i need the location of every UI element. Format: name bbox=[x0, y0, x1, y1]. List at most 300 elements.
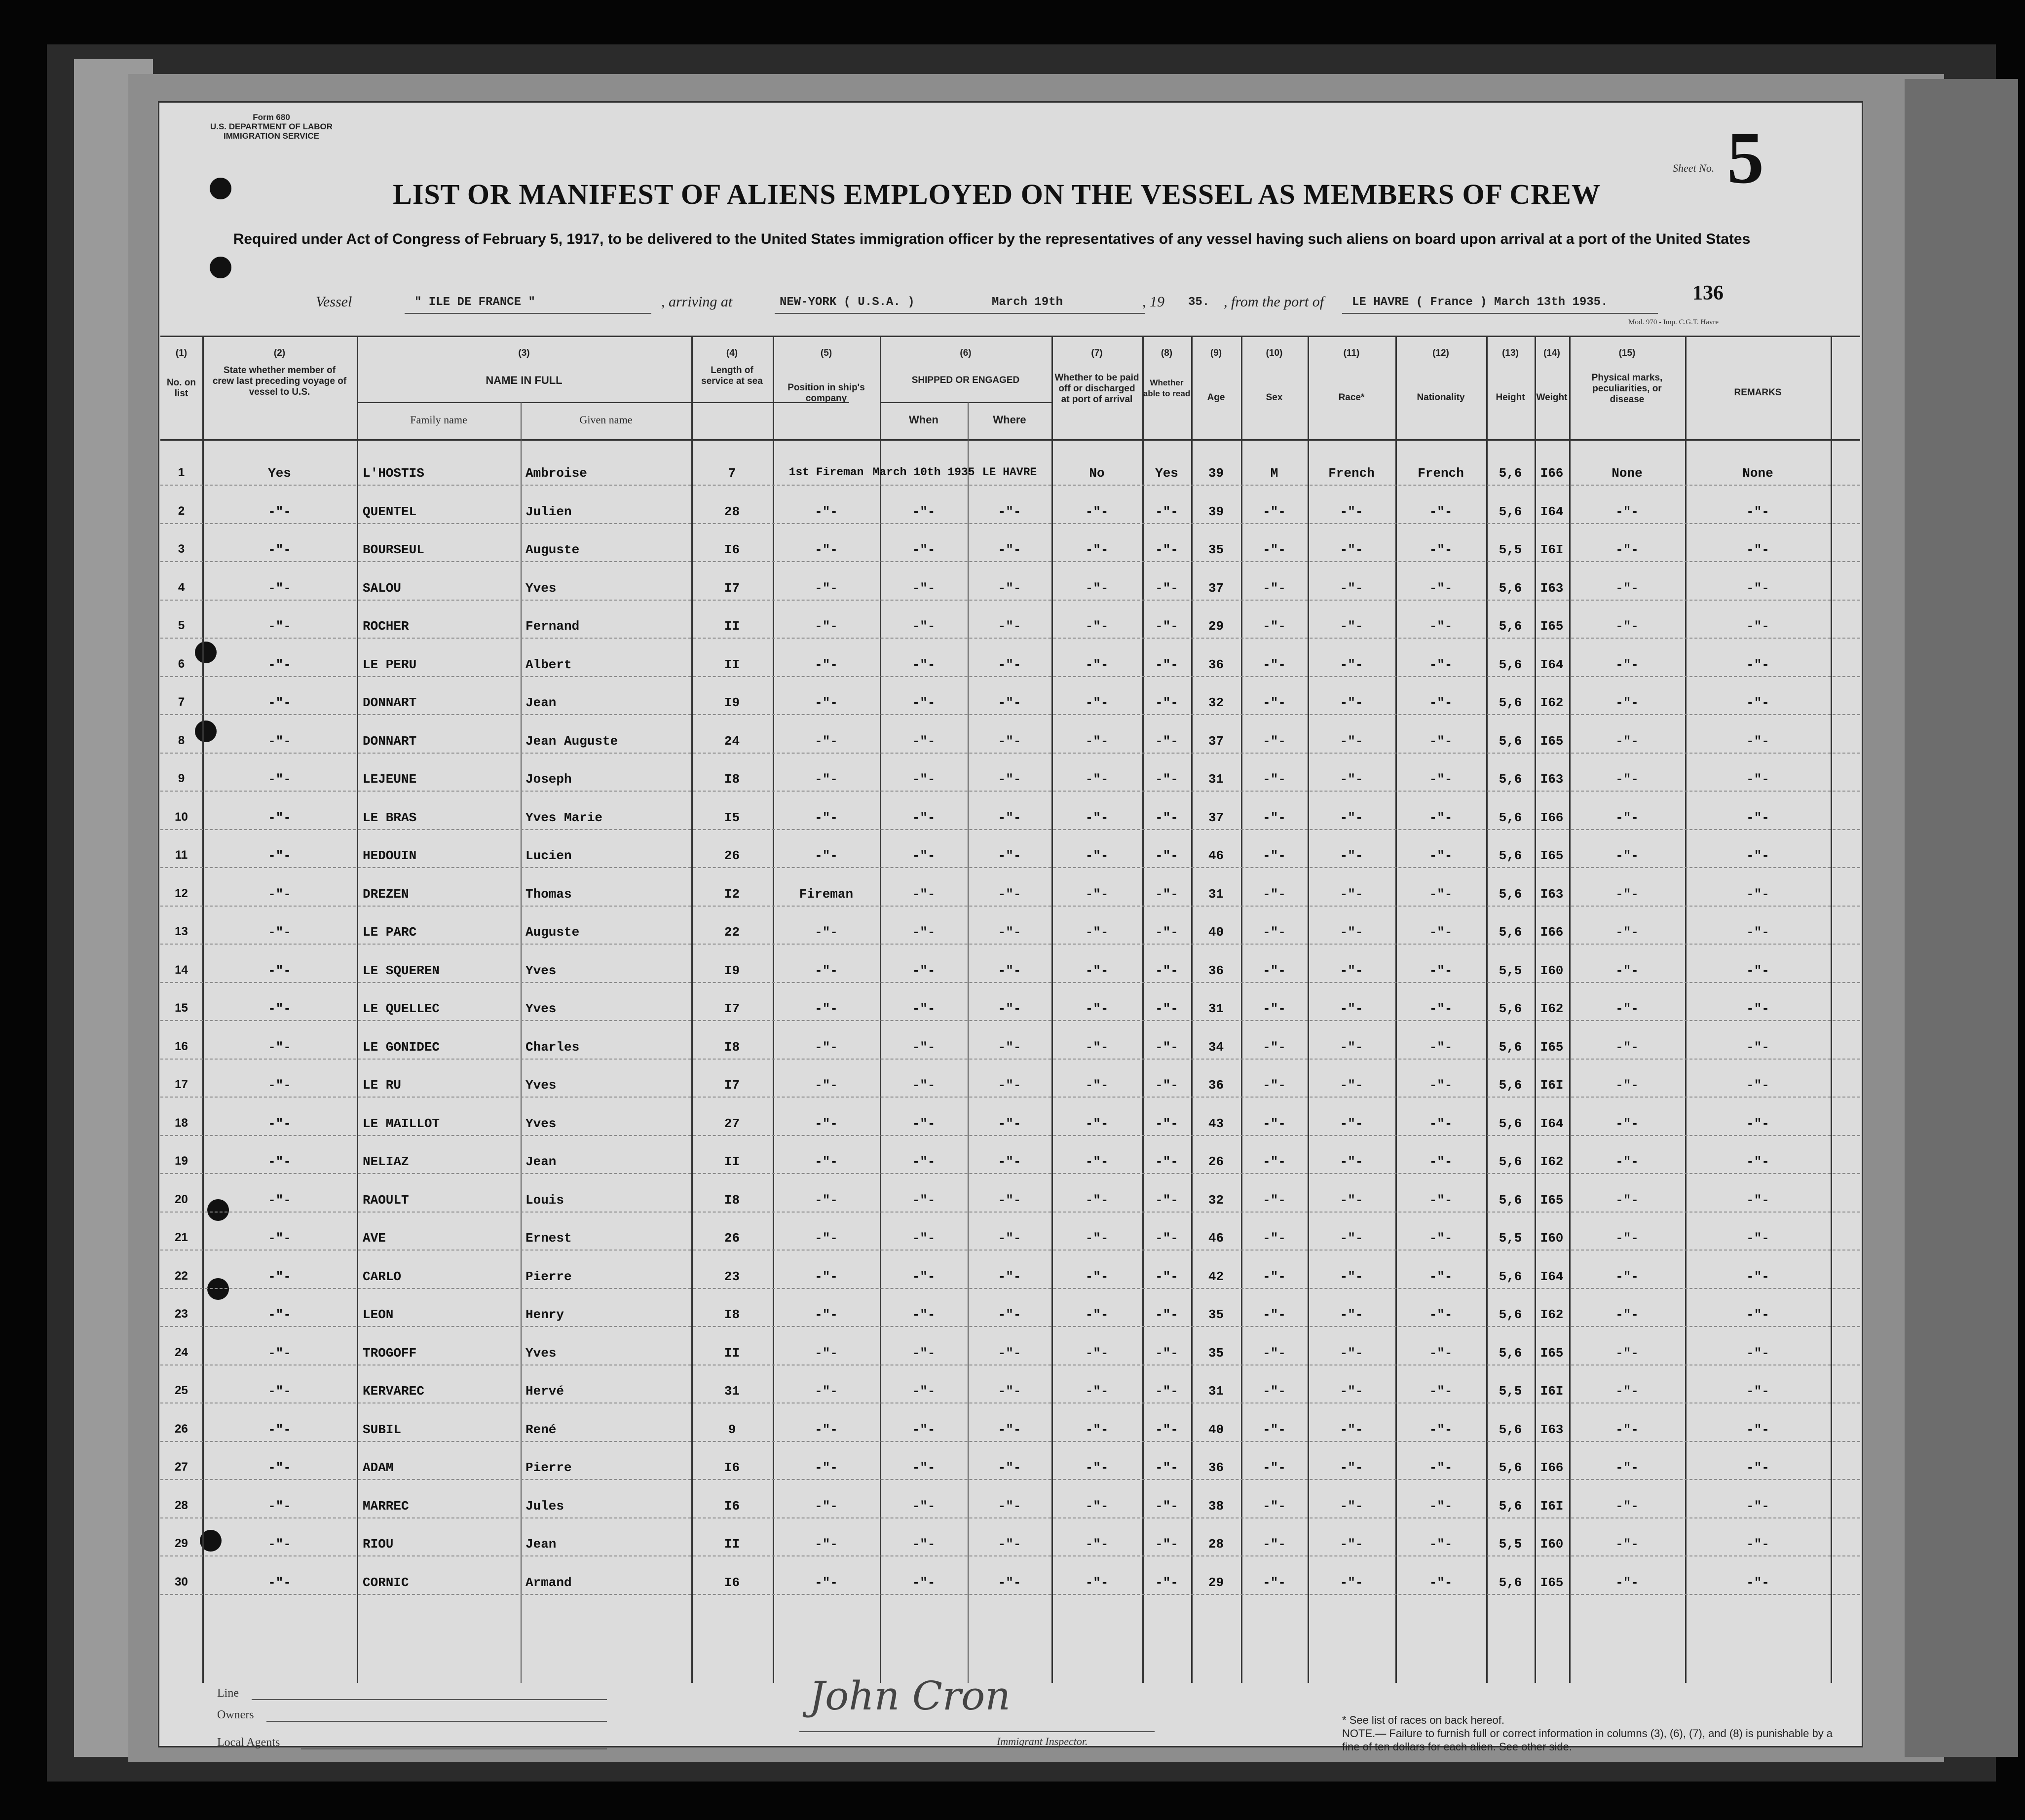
row-22-race: -"- bbox=[1340, 1269, 1363, 1284]
row-13-read: -"- bbox=[1155, 925, 1178, 940]
row-22-paid: -"- bbox=[1085, 1269, 1109, 1284]
row-11-sex: -"- bbox=[1263, 848, 1286, 863]
row-19-race: -"- bbox=[1340, 1154, 1363, 1169]
row-21-sex: -"- bbox=[1263, 1231, 1286, 1246]
row-17-age: 36 bbox=[1208, 1078, 1224, 1093]
row-3-paid: -"- bbox=[1085, 542, 1109, 557]
row-8-where: -"- bbox=[998, 733, 1021, 749]
row-21-prev: -"- bbox=[268, 1231, 291, 1246]
row-4-nat: -"- bbox=[1429, 580, 1453, 596]
row-4-remarks: -"- bbox=[1746, 580, 1769, 596]
row-25-service: 31 bbox=[724, 1384, 740, 1399]
row-5-read: -"- bbox=[1155, 619, 1178, 634]
row-29-height: 5,5 bbox=[1499, 1537, 1522, 1552]
row-10-weight: I66 bbox=[1540, 810, 1564, 825]
row-1-nat: French bbox=[1418, 466, 1464, 481]
row-23-phys: -"- bbox=[1615, 1307, 1639, 1322]
row-14-sex: -"- bbox=[1263, 963, 1286, 978]
row-29-age: 28 bbox=[1208, 1537, 1224, 1552]
row-18-sex: -"- bbox=[1263, 1116, 1286, 1131]
row-20-paid: -"- bbox=[1085, 1192, 1109, 1208]
row-1-weight: I66 bbox=[1540, 466, 1564, 481]
row-16-when: -"- bbox=[912, 1039, 936, 1055]
row-rule bbox=[160, 1097, 1860, 1098]
row-22-height: 5,6 bbox=[1499, 1269, 1522, 1284]
row-11-position: -"- bbox=[815, 848, 838, 863]
header-age: Age bbox=[1207, 392, 1225, 403]
row-21-read: -"- bbox=[1155, 1231, 1178, 1246]
row-28-given: Jules bbox=[525, 1498, 564, 1514]
row-6-weight: I64 bbox=[1540, 657, 1564, 672]
row-11-service: 26 bbox=[724, 848, 740, 863]
row-12-where: -"- bbox=[998, 886, 1021, 902]
row-12-service: I2 bbox=[724, 886, 740, 902]
row-6-when: -"- bbox=[912, 657, 936, 672]
row-23-race: -"- bbox=[1340, 1307, 1363, 1322]
row-7-no: 7 bbox=[178, 695, 185, 709]
row-14-phys: -"- bbox=[1615, 963, 1639, 978]
row-22-position: -"- bbox=[815, 1269, 838, 1284]
row-19-when: -"- bbox=[912, 1154, 936, 1169]
row-22-weight: I64 bbox=[1540, 1269, 1564, 1284]
page-subtitle: Required under Act of Congress of February 5, 1917, to be delivered to the United States immigration officer by the representatives of any vessel having such aliens on board upon arrival at a port of the United States bbox=[233, 231, 1751, 247]
row-8-phys: -"- bbox=[1615, 733, 1639, 749]
row-9-remarks: -"- bbox=[1746, 772, 1769, 787]
row-7-given: Jean bbox=[525, 695, 557, 710]
row-15-weight: I62 bbox=[1540, 1001, 1564, 1016]
row-28-no: 28 bbox=[175, 1498, 188, 1512]
row-20-weight: I65 bbox=[1540, 1192, 1564, 1208]
row-16-no: 16 bbox=[175, 1039, 188, 1053]
row-3-age: 35 bbox=[1208, 542, 1224, 557]
row-rule bbox=[160, 1517, 1860, 1518]
row-27-race: -"- bbox=[1340, 1460, 1363, 1475]
row-14-position: -"- bbox=[815, 963, 838, 978]
row-30-where: -"- bbox=[998, 1575, 1021, 1590]
vessel-line bbox=[316, 294, 1747, 315]
row-7-read: -"- bbox=[1155, 695, 1178, 710]
row-19-phys: -"- bbox=[1615, 1154, 1639, 1169]
row-13-nat: -"- bbox=[1429, 925, 1453, 940]
row-18-when: -"- bbox=[912, 1116, 936, 1131]
row-23-remarks: -"- bbox=[1746, 1307, 1769, 1322]
row-rule bbox=[160, 1250, 1860, 1251]
row-27-nat: -"- bbox=[1429, 1460, 1453, 1475]
row-rule bbox=[160, 638, 1860, 639]
row-12-height: 5,6 bbox=[1499, 886, 1522, 902]
row-8-prev: -"- bbox=[268, 733, 291, 749]
row-28-when: -"- bbox=[912, 1498, 936, 1514]
row-2-where: -"- bbox=[998, 504, 1021, 519]
row-rule bbox=[160, 1059, 1860, 1060]
penalty-note: NOTE.— Failure to furnish full or correct information in columns (3), (6), (7), and (8) is punishable by a fine of ten dollars for each alien. See other side. bbox=[1342, 1727, 1833, 1753]
row-25-prev: -"- bbox=[268, 1384, 291, 1399]
row-6-paid: -"- bbox=[1085, 657, 1109, 672]
row-13-sex: -"- bbox=[1263, 925, 1286, 940]
row-13-service: 22 bbox=[724, 925, 740, 940]
mod-note: Mod. 970 - Imp. C.G.T. Havre bbox=[1628, 318, 1719, 326]
row-10-remarks: -"- bbox=[1746, 810, 1769, 825]
row-11-where: -"- bbox=[998, 848, 1021, 863]
row-26-no: 26 bbox=[175, 1422, 188, 1436]
row-11-nat: -"- bbox=[1429, 848, 1453, 863]
row-18-phys: -"- bbox=[1615, 1116, 1639, 1131]
row-13-no: 13 bbox=[175, 925, 188, 938]
row-15-no: 15 bbox=[175, 1001, 188, 1015]
row-4-race: -"- bbox=[1340, 580, 1363, 596]
row-6-height: 5,6 bbox=[1499, 657, 1522, 672]
row-24-when: -"- bbox=[912, 1345, 936, 1361]
row-22-service: 23 bbox=[724, 1269, 740, 1284]
row-21-height: 5,5 bbox=[1499, 1231, 1522, 1246]
col-num-14: (14) bbox=[1543, 348, 1560, 358]
row-24-weight: I65 bbox=[1540, 1345, 1564, 1361]
row-26-where: -"- bbox=[998, 1422, 1021, 1437]
col-rule bbox=[521, 402, 522, 1683]
row-29-service: II bbox=[724, 1537, 740, 1552]
row-rule bbox=[160, 829, 1860, 830]
row-29-when: -"- bbox=[912, 1537, 936, 1552]
row-3-race: -"- bbox=[1340, 542, 1363, 557]
row-11-given: Lucien bbox=[525, 848, 572, 863]
header-no-on-list: No. on list bbox=[166, 378, 196, 399]
row-30-sex: -"- bbox=[1263, 1575, 1286, 1590]
row-10-service: I5 bbox=[724, 810, 740, 825]
row-29-family: RIOU bbox=[363, 1537, 394, 1552]
row-1-phys: None bbox=[1612, 466, 1643, 481]
row-6-phys: -"- bbox=[1615, 657, 1639, 672]
row-8-no: 8 bbox=[178, 733, 185, 747]
row-5-prev: -"- bbox=[268, 619, 291, 634]
row-8-age: 37 bbox=[1208, 733, 1224, 749]
row-3-no: 3 bbox=[178, 542, 185, 556]
row-26-family: SUBIL bbox=[363, 1422, 402, 1437]
row-9-family: LEJEUNE bbox=[363, 772, 417, 787]
row-9-where: -"- bbox=[998, 772, 1021, 787]
row-21-family: AVE bbox=[363, 1231, 386, 1246]
row-15-height: 5,6 bbox=[1499, 1001, 1522, 1016]
row-29-weight: I60 bbox=[1540, 1537, 1564, 1552]
row-28-phys: -"- bbox=[1615, 1498, 1639, 1514]
row-24-nat: -"- bbox=[1429, 1345, 1453, 1361]
row-1-paid: No bbox=[1089, 466, 1105, 481]
row-rule bbox=[160, 1594, 1860, 1595]
row-28-family: MARREC bbox=[363, 1498, 409, 1514]
row-29-where: -"- bbox=[998, 1537, 1021, 1552]
row-30-read: -"- bbox=[1155, 1575, 1178, 1590]
row-11-paid: -"- bbox=[1085, 848, 1109, 863]
row-24-prev: -"- bbox=[268, 1345, 291, 1361]
row-15-when: -"- bbox=[912, 1001, 936, 1016]
row-9-race: -"- bbox=[1340, 772, 1363, 787]
col-num-13: (13) bbox=[1502, 348, 1519, 358]
row-5-weight: I65 bbox=[1540, 619, 1564, 634]
row-26-prev: -"- bbox=[268, 1422, 291, 1437]
row-11-read: -"- bbox=[1155, 848, 1178, 863]
row-14-paid: -"- bbox=[1085, 963, 1109, 978]
header-name-in-full: NAME IN FULL bbox=[486, 374, 562, 386]
row-2-service: 28 bbox=[724, 504, 740, 519]
agents-blank bbox=[301, 1748, 607, 1749]
row-13-prev: -"- bbox=[268, 925, 291, 940]
col-num-9: (9) bbox=[1210, 348, 1222, 358]
row-28-service: I6 bbox=[724, 1498, 740, 1514]
row-14-weight: I60 bbox=[1540, 963, 1564, 978]
row-30-prev: -"- bbox=[268, 1575, 291, 1590]
row-5-race: -"- bbox=[1340, 619, 1363, 634]
row-16-weight: I65 bbox=[1540, 1039, 1564, 1055]
row-28-where: -"- bbox=[998, 1498, 1021, 1514]
row-6-race: -"- bbox=[1340, 657, 1363, 672]
owners-label: Owners bbox=[217, 1708, 254, 1721]
row-1-given: Ambroise bbox=[525, 466, 587, 481]
row-26-age: 40 bbox=[1208, 1422, 1224, 1437]
owners-blank bbox=[266, 1721, 607, 1722]
row-21-age: 46 bbox=[1208, 1231, 1224, 1246]
row-25-phys: -"- bbox=[1615, 1384, 1639, 1399]
row-26-service: 9 bbox=[728, 1422, 736, 1437]
row-15-age: 31 bbox=[1208, 1001, 1224, 1016]
row-13-race: -"- bbox=[1340, 925, 1363, 940]
row-8-sex: -"- bbox=[1263, 733, 1286, 749]
row-rule bbox=[160, 1173, 1860, 1174]
row-23-position: -"- bbox=[815, 1307, 838, 1322]
row-5-nat: -"- bbox=[1429, 619, 1453, 634]
row-11-when: -"- bbox=[912, 848, 936, 863]
row-25-sex: -"- bbox=[1263, 1384, 1286, 1399]
row-6-remarks: -"- bbox=[1746, 657, 1769, 672]
row-15-race: -"- bbox=[1340, 1001, 1363, 1016]
row-16-phys: -"- bbox=[1615, 1039, 1639, 1055]
row-rule bbox=[160, 944, 1860, 945]
row-14-given: Yves bbox=[525, 963, 557, 978]
line-label: Line bbox=[217, 1687, 239, 1700]
row-18-where: -"- bbox=[998, 1116, 1021, 1131]
row-14-height: 5,5 bbox=[1499, 963, 1522, 978]
row-11-race: -"- bbox=[1340, 848, 1363, 863]
row-28-paid: -"- bbox=[1085, 1498, 1109, 1514]
row-8-nat: -"- bbox=[1429, 733, 1453, 749]
row-8-paid: -"- bbox=[1085, 733, 1109, 749]
row-7-position: -"- bbox=[815, 695, 838, 710]
row-19-paid: -"- bbox=[1085, 1154, 1109, 1169]
row-26-given: René bbox=[525, 1422, 557, 1437]
row-9-height: 5,6 bbox=[1499, 772, 1522, 787]
row-6-given: Albert bbox=[525, 657, 572, 672]
row-rule bbox=[160, 1555, 1860, 1556]
row-21-no: 21 bbox=[175, 1231, 188, 1244]
row-25-nat: -"- bbox=[1429, 1384, 1453, 1399]
row-13-given: Auguste bbox=[525, 925, 580, 940]
row-4-family: SALOU bbox=[363, 580, 402, 596]
row-8-remarks: -"- bbox=[1746, 733, 1769, 749]
row-12-phys: -"- bbox=[1615, 886, 1639, 902]
row-30-no: 30 bbox=[175, 1575, 188, 1589]
row-1-race: French bbox=[1328, 466, 1375, 481]
arrival-date: March 19th bbox=[992, 296, 1063, 309]
row-13-height: 5,6 bbox=[1499, 925, 1522, 940]
row-26-paid: -"- bbox=[1085, 1422, 1109, 1437]
col-num-3: (3) bbox=[518, 348, 530, 358]
header-height: Height bbox=[1496, 392, 1525, 403]
row-13-when: -"- bbox=[912, 925, 936, 940]
row-24-height: 5,6 bbox=[1499, 1345, 1522, 1361]
row-27-prev: -"- bbox=[268, 1460, 291, 1475]
row-25-where: -"- bbox=[998, 1384, 1021, 1399]
row-7-race: -"- bbox=[1340, 695, 1363, 710]
row-9-service: I8 bbox=[724, 772, 740, 787]
row-14-where: -"- bbox=[998, 963, 1021, 978]
row-29-no: 29 bbox=[175, 1537, 188, 1550]
row-16-position: -"- bbox=[815, 1039, 838, 1055]
row-17-given: Yves bbox=[525, 1078, 557, 1093]
row-20-sex: -"- bbox=[1263, 1192, 1286, 1208]
row-7-service: I9 bbox=[724, 695, 740, 710]
row-20-prev: -"- bbox=[268, 1192, 291, 1208]
row-22-nat: -"- bbox=[1429, 1269, 1453, 1284]
row-26-height: 5,6 bbox=[1499, 1422, 1522, 1437]
row-24-given: Yves bbox=[525, 1345, 557, 1361]
row-15-given: Yves bbox=[525, 1001, 557, 1016]
row-27-position: -"- bbox=[815, 1460, 838, 1475]
row-16-given: Charles bbox=[525, 1039, 580, 1055]
year-suffix: 35. bbox=[1188, 296, 1210, 309]
row-10-read: -"- bbox=[1155, 810, 1178, 825]
row-4-no: 4 bbox=[178, 580, 185, 594]
form-number: Form 680 bbox=[253, 113, 290, 122]
row-11-age: 46 bbox=[1208, 848, 1224, 863]
row-15-remarks: -"- bbox=[1746, 1001, 1769, 1016]
row-8-weight: I65 bbox=[1540, 733, 1564, 749]
row-27-age: 36 bbox=[1208, 1460, 1224, 1475]
row-4-phys: -"- bbox=[1615, 580, 1639, 596]
row-27-paid: -"- bbox=[1085, 1460, 1109, 1475]
row-14-no: 14 bbox=[175, 963, 188, 977]
row-27-given: Pierre bbox=[525, 1460, 572, 1475]
row-rule bbox=[160, 676, 1860, 677]
row-14-family: LE SQUEREN bbox=[363, 963, 440, 978]
row-16-remarks: -"- bbox=[1746, 1039, 1769, 1055]
row-6-sex: -"- bbox=[1263, 657, 1286, 672]
row-10-family: LE BRAS bbox=[363, 810, 417, 825]
row-23-when: -"- bbox=[912, 1307, 936, 1322]
row-18-nat: -"- bbox=[1429, 1116, 1453, 1131]
row-5-no: 5 bbox=[178, 619, 185, 632]
row-15-nat: -"- bbox=[1429, 1001, 1453, 1016]
row-23-read: -"- bbox=[1155, 1307, 1178, 1322]
col-num-15: (15) bbox=[1618, 348, 1636, 358]
col-rule bbox=[1831, 336, 1832, 1683]
row-16-read: -"- bbox=[1155, 1039, 1178, 1055]
row-5-given: Fernand bbox=[525, 619, 580, 634]
row-4-sex: -"- bbox=[1263, 580, 1286, 596]
row-19-no: 19 bbox=[175, 1154, 188, 1168]
row-26-weight: I63 bbox=[1540, 1422, 1564, 1437]
row-21-position: -"- bbox=[815, 1231, 838, 1246]
row-26-nat: -"- bbox=[1429, 1422, 1453, 1437]
row-4-weight: I63 bbox=[1540, 580, 1564, 596]
row-7-weight: I62 bbox=[1540, 695, 1564, 710]
row-12-paid: -"- bbox=[1085, 886, 1109, 902]
row-25-given: Hervé bbox=[525, 1384, 564, 1399]
row-30-age: 29 bbox=[1208, 1575, 1224, 1590]
row-24-sex: -"- bbox=[1263, 1345, 1286, 1361]
row-rule bbox=[160, 1212, 1860, 1213]
row-29-sex: -"- bbox=[1263, 1537, 1286, 1552]
header-nationality: Nationality bbox=[1417, 392, 1465, 403]
row-2-when: -"- bbox=[912, 504, 936, 519]
header-where: Where bbox=[993, 414, 1026, 426]
col-num-11: (11) bbox=[1343, 348, 1360, 358]
local-agents-label: Local Agents bbox=[217, 1736, 280, 1749]
row-19-read: -"- bbox=[1155, 1154, 1178, 1169]
row-24-no: 24 bbox=[175, 1345, 188, 1359]
row-1-where: LE HAVRE bbox=[982, 466, 1037, 479]
row-29-nat: -"- bbox=[1429, 1537, 1453, 1552]
row-9-when: -"- bbox=[912, 772, 936, 787]
row-30-phys: -"- bbox=[1615, 1575, 1639, 1590]
row-17-no: 17 bbox=[175, 1078, 188, 1091]
row-14-remarks: -"- bbox=[1746, 963, 1769, 978]
col-num-5: (5) bbox=[820, 348, 832, 358]
row-16-where: -"- bbox=[998, 1039, 1021, 1055]
row-13-weight: I66 bbox=[1540, 925, 1564, 940]
row-16-age: 34 bbox=[1208, 1039, 1224, 1055]
row-1-sex: M bbox=[1270, 466, 1278, 481]
row-19-service: II bbox=[724, 1154, 740, 1169]
row-9-no: 9 bbox=[178, 772, 185, 785]
row-30-position: -"- bbox=[815, 1575, 838, 1590]
row-19-nat: -"- bbox=[1429, 1154, 1453, 1169]
row-20-where: -"- bbox=[998, 1192, 1021, 1208]
row-21-when: -"- bbox=[912, 1231, 936, 1246]
row-22-family: CARLO bbox=[363, 1269, 402, 1284]
row-9-prev: -"- bbox=[268, 772, 291, 787]
name-subheader-rule bbox=[357, 402, 849, 403]
row-28-position: -"- bbox=[815, 1498, 838, 1514]
row-18-given: Yves bbox=[525, 1116, 557, 1131]
row-27-where: -"- bbox=[998, 1460, 1021, 1475]
row-5-position: -"- bbox=[815, 619, 838, 634]
row-9-sex: -"- bbox=[1263, 772, 1286, 787]
row-29-phys: -"- bbox=[1615, 1537, 1639, 1552]
row-6-service: II bbox=[724, 657, 740, 672]
manifest-table bbox=[160, 336, 1860, 1683]
row-2-height: 5,6 bbox=[1499, 504, 1522, 519]
row-17-family: LE RU bbox=[363, 1078, 402, 1093]
row-20-family: RAOULT bbox=[363, 1192, 409, 1208]
row-22-age: 42 bbox=[1208, 1269, 1224, 1284]
row-25-race: -"- bbox=[1340, 1384, 1363, 1399]
row-17-phys: -"- bbox=[1615, 1078, 1639, 1093]
header-bottom-rule bbox=[160, 439, 1860, 441]
row-10-height: 5,6 bbox=[1499, 810, 1522, 825]
header-able-read: Whether able to read bbox=[1143, 378, 1191, 398]
row-4-read: -"- bbox=[1155, 580, 1178, 596]
row-1-age: 39 bbox=[1208, 466, 1224, 481]
row-28-prev: -"- bbox=[268, 1498, 291, 1514]
row-1-read: Yes bbox=[1155, 466, 1178, 481]
row-30-when: -"- bbox=[912, 1575, 936, 1590]
row-10-prev: -"- bbox=[268, 810, 291, 825]
row-28-read: -"- bbox=[1155, 1498, 1178, 1514]
row-rule bbox=[160, 1020, 1860, 1021]
row-8-given: Jean Auguste bbox=[525, 733, 618, 749]
row-rule bbox=[160, 1441, 1860, 1442]
row-2-sex: -"- bbox=[1263, 504, 1286, 519]
row-3-sex: -"- bbox=[1263, 542, 1286, 557]
row-15-service: I7 bbox=[724, 1001, 740, 1016]
